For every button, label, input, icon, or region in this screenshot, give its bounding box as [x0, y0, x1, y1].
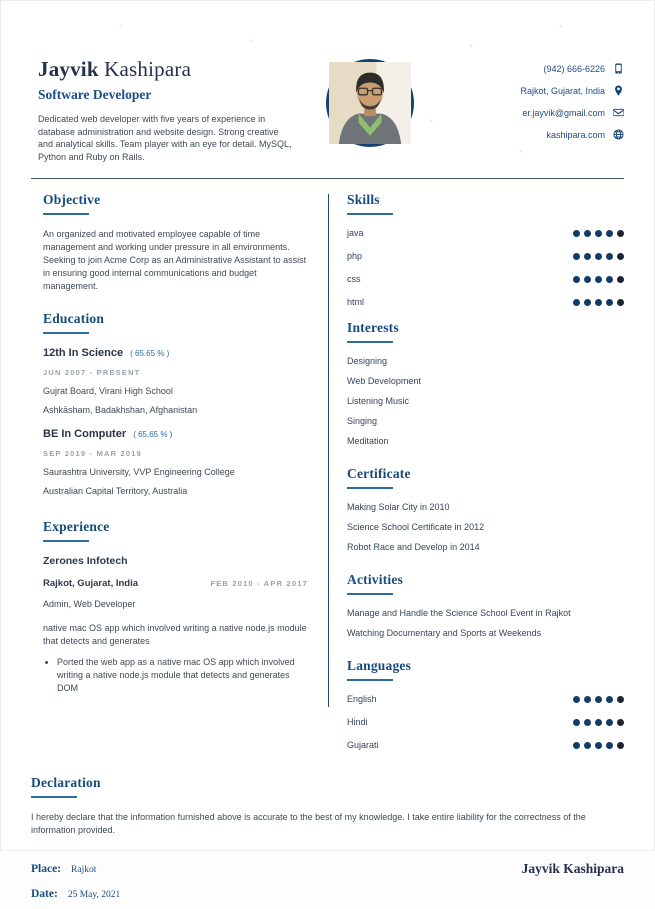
certificate-item: Science School Certificate in 2012 [347, 522, 485, 532]
skill-rating [573, 253, 624, 260]
rating-dot [606, 276, 613, 283]
rating-dot [573, 253, 580, 260]
contact-phone-value: (942) 666-6226 [543, 63, 605, 74]
experience-period: FEB 2010 - APR 2017 [210, 579, 308, 588]
section-education [43, 311, 308, 496]
interests-heading: Interests [347, 320, 399, 335]
first-name: Jayvik [38, 57, 99, 81]
photo-frame [326, 59, 414, 147]
education-item [43, 347, 308, 415]
declaration-heading: Declaration [31, 775, 101, 790]
objective-heading: Objective [43, 192, 101, 207]
rating-dot [606, 696, 613, 703]
heading-underline [347, 679, 393, 681]
date-value: 25 May, 2021 [67, 890, 121, 900]
contact-email[interactable] [522, 107, 624, 118]
skill-name: html [347, 297, 365, 307]
globe-icon [613, 129, 624, 140]
education-location: Ashkāsham, Badakhshan, Afghanistan [43, 405, 198, 415]
rating-dot [573, 299, 580, 306]
rating-dot [584, 696, 591, 703]
interest-item: Singing [347, 416, 378, 426]
candidate-name [38, 57, 306, 82]
education-period: SEP 2019 - MAR 2019 [43, 449, 142, 458]
signature-name: Jayvik Kashipara [521, 861, 624, 876]
section-languages [347, 658, 624, 750]
profile-photo [326, 59, 414, 147]
language-rating [573, 719, 624, 726]
experience-bullet-list [57, 656, 308, 695]
job-title: Software Developer [38, 87, 152, 102]
rating-dot [595, 276, 602, 283]
contact-list [520, 63, 624, 140]
company-name: Zerones Infotech [43, 555, 128, 567]
declaration-footer [31, 859, 624, 909]
skill-name: css [347, 274, 361, 284]
rating-dot [617, 230, 624, 237]
skill-name: java [347, 228, 364, 238]
left-column [31, 192, 328, 763]
languages-heading: Languages [347, 658, 412, 673]
language-name: Hindi [347, 717, 368, 727]
language-rating [573, 742, 624, 749]
contact-location-value: Rajkot, Gujarat, India [520, 85, 605, 96]
language-rating [573, 696, 624, 703]
heading-underline [347, 213, 393, 215]
education-period: JUN 2007 - PRESENT [43, 368, 141, 377]
education-institution: Gujrat Board, Virani High School [43, 386, 173, 396]
rating-dot [584, 230, 591, 237]
main-columns [1, 179, 654, 763]
section-skills [347, 192, 624, 307]
section-objective [43, 192, 308, 293]
heading-underline [347, 593, 393, 595]
contact-website[interactable] [546, 129, 624, 140]
resume-header [1, 1, 654, 178]
profile-photo-illustration [329, 62, 411, 144]
interests-list [347, 356, 624, 446]
education-institution: Saurashtra University, VVP Engineering College [43, 467, 235, 477]
skill-name: php [347, 251, 363, 261]
profile-summary: Dedicated web developer with five years of experience in database administration and website design. Strong creative and analytical skills. Team player with an eye for detail. MySQL, Python and Ruby on Rails. [38, 114, 292, 162]
experience-heading: Experience [43, 519, 110, 534]
rating-dot [573, 230, 580, 237]
rating-dot [606, 253, 613, 260]
rating-dot [606, 719, 613, 726]
rating-dot [595, 299, 602, 306]
skill-rating [573, 299, 624, 306]
language-row [347, 694, 624, 704]
degree-name: BE In Computer [43, 428, 127, 440]
heading-underline [43, 213, 89, 215]
right-column [329, 192, 624, 763]
certificate-item: Making Solar City in 2010 [347, 502, 450, 512]
rating-dot [584, 742, 591, 749]
section-experience [43, 519, 308, 695]
place-value: Rajkot [71, 865, 97, 875]
date-label: Date: [31, 888, 58, 900]
rating-dot [573, 696, 580, 703]
interest-item: Meditation [347, 436, 389, 446]
activity-item: Manage and Handle the Science School Event in Rajkot [347, 608, 571, 618]
rating-dot [595, 230, 602, 237]
date-row [31, 884, 120, 902]
contact-location [520, 85, 624, 96]
certificate-list [347, 502, 624, 552]
rating-dot [595, 719, 602, 726]
education-item [43, 428, 308, 496]
phone-icon [613, 63, 624, 74]
company-location: Rajkot, Gujarat, India [43, 578, 139, 589]
rating-dot [617, 742, 624, 749]
rating-dot [606, 742, 613, 749]
experience-description: native mac OS app which involved writing a native node.js module that detects and generates [43, 623, 307, 646]
rating-dot [606, 299, 613, 306]
degree-score: ( 65.65 % ) [133, 430, 173, 439]
language-row [347, 740, 624, 750]
rating-dot [617, 299, 624, 306]
rating-dot [617, 276, 624, 283]
rating-dot [617, 696, 624, 703]
skill-rating [573, 230, 624, 237]
rating-dot [584, 719, 591, 726]
interest-item: Designing [347, 356, 388, 366]
heading-underline [31, 796, 77, 798]
rating-dot [595, 696, 602, 703]
section-declaration [1, 763, 654, 909]
degree-title [43, 347, 308, 359]
rating-dot [573, 742, 580, 749]
degree-score: ( 65.65 % ) [130, 349, 170, 358]
education-location: Australian Capital Territory, Australia [43, 486, 188, 496]
degree-title [43, 428, 308, 440]
education-heading: Education [43, 311, 105, 326]
location-icon [613, 85, 624, 96]
degree-name: 12th In Science [43, 347, 124, 359]
skill-row [347, 297, 624, 307]
rating-dot [595, 742, 602, 749]
place-label: Place: [31, 863, 62, 875]
place-date-block [31, 859, 120, 909]
contact-email-value[interactable]: er.jayvik@gmail.com [522, 107, 605, 118]
declaration-text: I hereby declare that the information furnished above is accurate to the best of my knowledge. I take entire liability for the correctness of the information provided. [31, 812, 586, 835]
section-certificate [347, 466, 624, 552]
contact-phone [543, 63, 624, 74]
certificate-heading: Certificate [347, 466, 411, 481]
interest-item: Web Development [347, 376, 421, 386]
experience-meta-row [43, 578, 308, 589]
rating-dot [584, 299, 591, 306]
objective-text: An organized and motivated employee capable of time management and working under pressure in all environments. Seeking to join Acme Corp as an Administrative Assistant to assist in ensuring good internal communications and budget management. [43, 229, 307, 291]
rating-dot [617, 253, 624, 260]
language-name: Gujarati [347, 740, 379, 750]
skill-rating [573, 276, 624, 283]
activities-heading: Activities [347, 572, 403, 587]
email-icon [613, 107, 624, 118]
heading-underline [347, 341, 393, 343]
rating-dot [606, 230, 613, 237]
place-row [31, 859, 120, 877]
section-activities [347, 572, 624, 638]
skill-row [347, 251, 624, 261]
rating-dot [584, 276, 591, 283]
skill-row [347, 274, 624, 284]
rating-dot [573, 719, 580, 726]
contact-website-value[interactable]: kashipara.com [546, 129, 605, 140]
section-interests [347, 320, 624, 446]
skill-row [347, 228, 624, 238]
language-name: English [347, 694, 377, 704]
activities-list [347, 608, 624, 638]
interest-item: Listening Music [347, 396, 410, 406]
heading-underline [43, 540, 89, 542]
rating-dot [573, 276, 580, 283]
experience-bullet: • Ported the web app as a native mac OS app which involved writing a native node.js module that detects and generates DOM [57, 656, 308, 695]
language-row [347, 717, 624, 727]
heading-underline [347, 487, 393, 489]
rating-dot [617, 719, 624, 726]
rating-dot [595, 253, 602, 260]
heading-underline [43, 332, 89, 334]
activity-item: Watching Documentary and Sports at Weekends [347, 628, 542, 638]
identity-block [38, 57, 306, 163]
last-name: Kashipara [104, 57, 192, 81]
rating-dot [584, 253, 591, 260]
experience-roles: Admin, Web Developer [43, 599, 136, 609]
certificate-item: Robot Race and Develop in 2014 [347, 542, 480, 552]
skills-heading: Skills [347, 192, 380, 207]
